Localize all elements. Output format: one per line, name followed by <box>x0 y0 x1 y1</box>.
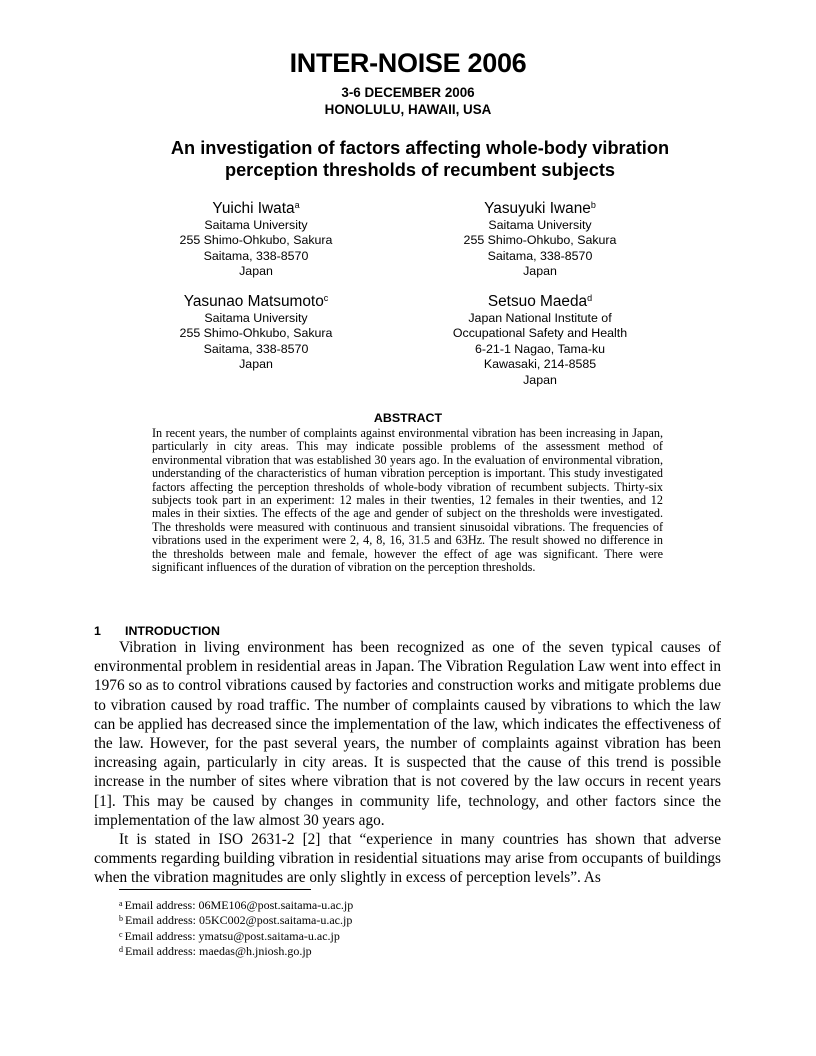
author-name: Yasuyuki Iwane$^b$ <box>484 200 596 217</box>
author-affiliation-line: Japan <box>239 264 273 279</box>
conference-title: INTER-NOISE 2006 <box>289 48 527 78</box>
footnote: $^d$ Email address: maedas@h.jniosh.go.jp <box>119 943 312 958</box>
introduction-body <box>94 638 721 888</box>
paragraph: It is stated in ISO 2631-2 [2] that “experience in many countries has shown that adverse comments regarding building vibration in residential situations may arise from occupants of buildings when the vibration magnitudes are only slightly in excess of perception levels”. As <box>94 831 721 887</box>
author-affiliation-line: Saitama, 338-8570 <box>203 248 309 263</box>
author-affiliation-line: 255 Shimo-Ohkubo, Sakura <box>179 233 333 248</box>
author-affiliation-line: Saitama, 338-8570 <box>203 341 309 356</box>
author-affiliation-line: Japan <box>239 357 273 372</box>
author-affiliation-line: Saitama University <box>204 218 308 232</box>
author-block-1 <box>106 199 406 280</box>
section-heading-introduction <box>94 624 220 638</box>
author-affiliation-line: Japan <box>523 264 557 279</box>
author-name: Setsuo Maeda$^d$ <box>487 293 593 310</box>
footnote-mark: d <box>119 944 123 954</box>
author-affiliation-line: Japan National Institute of <box>468 311 612 325</box>
paper-title-line-1: An investigation of factors affecting whole-body vibration <box>170 138 670 158</box>
footnote-mark: c <box>119 929 123 939</box>
author-affiliation-line: 6-21-1 Nagao, Tama-ku <box>475 341 605 356</box>
author-affiliation-line: Saitama, 338-8570 <box>487 248 593 263</box>
footnote: $^a$ Email address: 06ME106@post.saitama-u.ac.jp <box>119 898 354 912</box>
author-name: Yuichi Iwata$^a$ <box>212 200 300 217</box>
footnotes <box>119 898 619 959</box>
author-footnote-mark: d <box>587 293 593 303</box>
author-affiliation-line: Kawasaki, 214-8585 <box>483 357 597 372</box>
paper-title <box>120 137 720 181</box>
author-block-4 <box>390 292 690 388</box>
author-affiliation-line: 255 Shimo-Ohkubo, Sakura <box>179 326 333 341</box>
paragraph: Vibration in living environment has been recognized as one of the seven typical causes of environmental problem in residential areas in Japan. The Vibration Regulation Law went into effect in 1976 so as to control vibrations caused by factories and construction works and mitigate problems due to vibration caused by road traffic. The number of complaints caused by vibrations to which the law can be applied has decreased since the implementation of the law, which indicates the effectiveness of the law. However, for the past several years, the number of complaints against vibration has been increasing again, particularly in city areas. It is suspected that the cause of this trend is possible increase in the number of sites where vibration that is not covered by the law occurs in recent years [1]. This may be caused by changes in community life, technology, and other factors since the implementation of the law almost 30 years ago. <box>94 639 721 829</box>
abstract-text: In recent years, the number of complaints against environmental vibration has been increasing in Japan, particularly in city areas. This may indicate possible problems of the assessment method of environmental vibration that was established 30 years ago. In the evaluation of environmental vibration, understanding of the characteristics of human vibration perception is important. This study investigated factors affecting the perception thresholds of whole-body vibration of recumbent subjects. Thirty-six subjects took part in an experiment: 12 males in their twenties, 12 females in their twenties, and 12 males in their sixties. The effects of the age and gender of subject on the thresholds were investigated. The thresholds were measured with continuous and transient sinusoidal vibrations. The frequencies of vibrations used in the experiment were 2, 4, 8, 16, 31.5 and 63Hz. The result showed no difference in the thresholds between male and female, however the effect of age was significant. There were significant influences of the duration of vibration on the perception thresholds. <box>152 426 663 575</box>
author-affiliation-line: Occupational Safety and Health <box>452 326 628 341</box>
footnote-mark: b <box>119 914 123 924</box>
author-affiliation-line: Saitama University <box>204 311 308 325</box>
section-number: 1 <box>94 624 101 638</box>
footnote-separator <box>119 889 311 890</box>
footnote-mark: a <box>119 899 123 908</box>
footnote: $^b$ Email address: 05KC002@post.saitama-u.ac.jp <box>119 913 353 928</box>
author-affiliation-line: 255 Shimo-Ohkubo, Sakura <box>463 233 617 248</box>
author-affiliation-line: Saitama University <box>488 218 592 232</box>
conference-date: 3-6 DECEMBER 2006 <box>341 85 475 100</box>
section-title: INTRODUCTION <box>125 624 220 638</box>
author-footnote-mark: b <box>590 200 596 210</box>
conference-place: HONOLULU, HAWAII, USA <box>324 102 492 117</box>
author-block-2 <box>390 199 690 280</box>
author-footnote-mark: a <box>294 200 300 210</box>
author-affiliation-line: Japan <box>523 372 557 387</box>
author-block-3 <box>106 292 406 373</box>
author-footnote-mark: c <box>323 293 329 303</box>
abstract-heading: ABSTRACT <box>373 411 443 425</box>
author-name: Yasunao Matsumoto$^c$ <box>183 293 329 310</box>
footnote: $^c$ Email address: ymatsu@post.saitama-u.ac.jp <box>119 928 340 943</box>
paper-title-line-2: perception thresholds of recumbent subjects <box>224 160 616 180</box>
